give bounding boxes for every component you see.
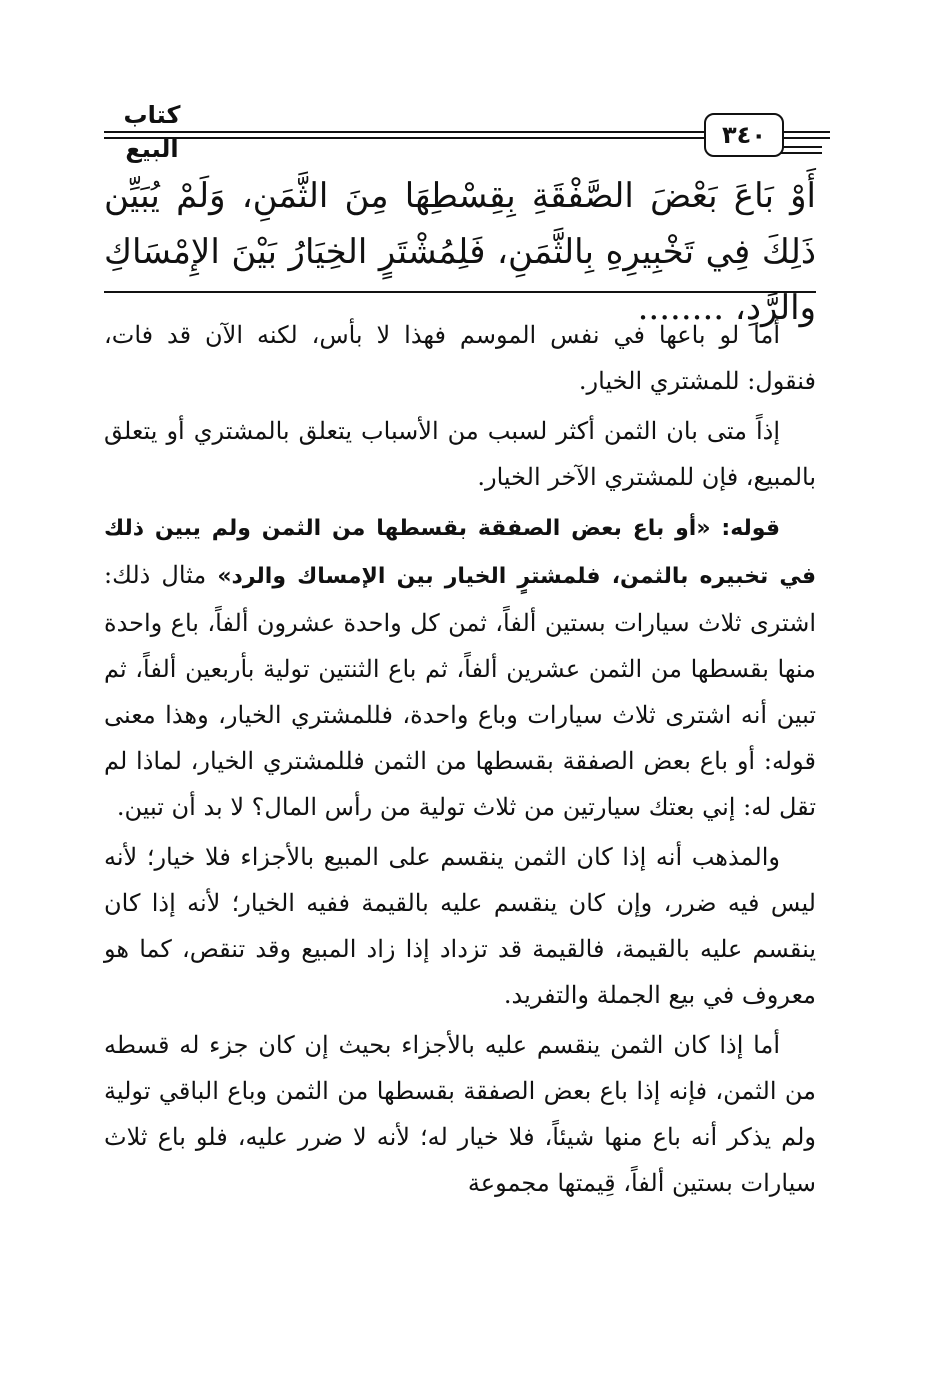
running-header-title: كتاب البيع <box>123 101 181 163</box>
commentary-paragraph-1: أما لو باعها في نفس الموسم فهذا لا بأس، لكنه الآن قد فات، فنقول: للمشتري الخيار. <box>104 321 816 395</box>
matn-text: أَوْ بَاعَ بَعْضَ الصَّفْقَةِ بِقِسْطِهَا مِنَ الثَّمَنِ، وَلَمْ يُبَيِّن ذَلِكَ فِي تَخْبِيرِهِ بِالثَّمَنِ، فَلِمُشْتَرٍ الخِيَارُ بَيْنَ الإِمْسَاكِ والرَّدِ، ........ <box>104 176 816 328</box>
matn-separator-rule <box>104 291 816 293</box>
commentary-paragraph-3-text: مثال ذلك: اشترى ثلاث سيارات بستين ألفاً، ثمن كل واحدة عشرون ألفاً، باع واحدة منها بقسطها من الثمن عشرين ألفاً، ثم باع الثنتين تولية بأربعين ألفاً، ثم تبين أنه اشترى ثلاث سيارات وباع واحدة، فللمشتري الخيار، وهذا معنى قوله: أو باع بعض الصفقة بقسطها من الثمن فللمشتري الخيار، لماذا لم تقل له: إني بعتك سيارتين من ثلاث تولية من رأس المال؟ لا بد أن تبين. <box>104 561 816 821</box>
quoted-matn: «أو باع بعض الصفقة بقسطها من الثمن ولم يبين ذلك في تخبيره بالثمن، فلمشترٍ الخيار بين الإمساك والرد» <box>104 516 816 589</box>
header-side-rule-bottom <box>776 152 822 154</box>
quote-label: قوله: <box>721 516 780 541</box>
commentary-paragraph-2: إذاً متى بان الثمن أكثر لسبب من الأسباب يتعلق بالمشتري أو يتعلق بالمبيع، فإن للمشتري الآخر الخيار. <box>104 417 816 491</box>
commentary-paragraph-5: أما إذا كان الثمن ينقسم عليه بالأجزاء بحيث إن كان جزء له قسطه من الثمن، فإنه إذا باع بعض الصفقة بقسطها من الثمن وباع الباقي تولية ولم يذكر أنه باع منها شيئاً، فلا خيار له؛ لأنه لا ضرر عليه، فلو باع ثلاث سيارات بستين ألفاً، قِيمتها مجموعة <box>104 1031 816 1197</box>
commentary-paragraph-4: والمذهب أنه إذا كان الثمن ينقسم على المبيع بالأجزاء فلا خيار؛ لأنه ليس فيه ضرر، وإن كان ينقسم عليه بالقيمة ففيه الخيار؛ لأنه إذا كان ينقسم عليه بالقيمة، فالقيمة قد تزداد إذا زاد المبيع وقد تنقص، كما هو معروف في بيع الجملة والتفريد. <box>104 843 816 1009</box>
page-number: ٣٤٠ <box>704 113 784 157</box>
commentary-body <box>104 312 816 1210</box>
commentary-paragraph-3 <box>104 504 816 830</box>
